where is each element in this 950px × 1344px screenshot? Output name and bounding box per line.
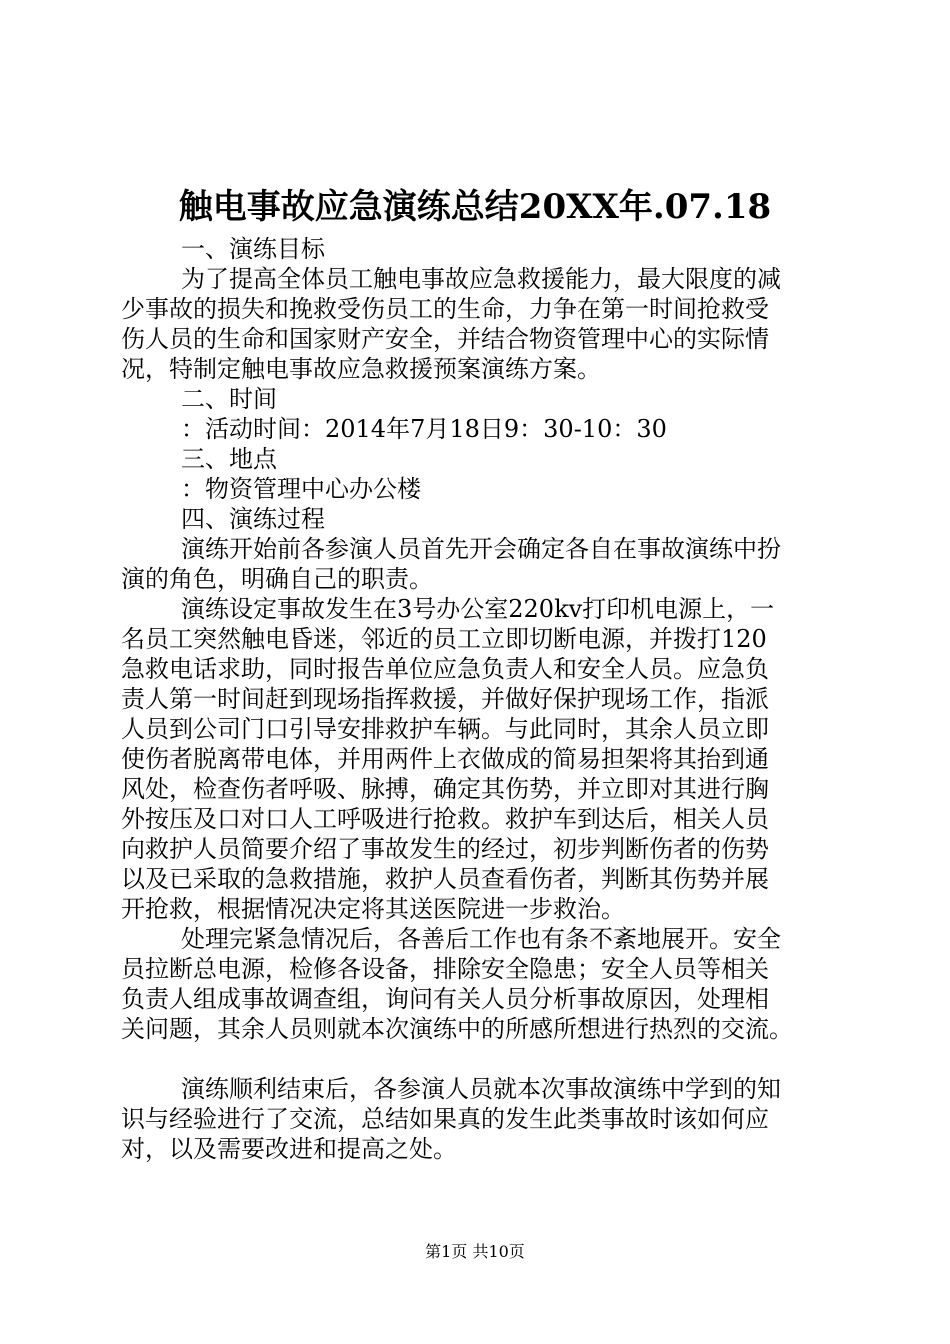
activity-time: ：活动时间：2014年7月18日9：30-10：30 bbox=[181, 415, 667, 443]
page-number-footer: 第1页 共10页 bbox=[425, 1242, 525, 1261]
paragraph-line: 演练设定事故发生在3号办公室220kv打印机电源上，一 bbox=[181, 595, 775, 623]
paragraph-line: 外按压及口对口人工呼吸进行抢救。救护车到达后，相关人员 bbox=[121, 805, 769, 833]
document-body bbox=[121, 234, 837, 1164]
paragraph-line: 演的角色，明确自己的职责。 bbox=[121, 565, 433, 593]
paragraph-line: 处理完紧急情况后，各善后工作也有条不紊地展开。安全 bbox=[181, 925, 781, 953]
paragraph-line: 负责人组成事故调查组，询问有关人员分析事故原因，处理相 bbox=[121, 985, 769, 1013]
document-title: 触电事故应急演练总结20XX年.07.18 bbox=[178, 187, 772, 227]
paragraph-line: 况，特制定触电事故应急救援预案演练方案。 bbox=[121, 355, 601, 383]
paragraph-line: 急救电话求助，同时报告单位应急负责人和安全人员。应急负 bbox=[121, 655, 769, 683]
paragraph-line: 演练开始前各参演人员首先开会确定各自在事故演练中扮 bbox=[181, 535, 781, 563]
paragraph-line: 使伤者脱离带电体，并用两件上衣做成的简易担架将其抬到通 bbox=[121, 745, 769, 773]
paragraph-line: 开抢救，根据情况决定将其送医院进一步救治。 bbox=[121, 895, 625, 923]
section-heading-location: 三、地点 bbox=[181, 445, 277, 473]
section-heading-time: 二、时间 bbox=[181, 385, 277, 413]
section-heading-goal: 一、演练目标 bbox=[181, 235, 325, 263]
paragraph-line: 人员到公司门口引导安排救护车辆。与此同时，其余人员立即 bbox=[121, 715, 769, 743]
paragraph-line: 对，以及需要改进和提高之处。 bbox=[121, 1135, 457, 1163]
paragraph-line: 员拉断总电源，检修各设备，排除安全隐患；安全人员等相关 bbox=[121, 955, 769, 983]
paragraph-line: 以及已采取的急救措施，救护人员查看伤者，判断其伤势并展 bbox=[121, 865, 769, 893]
blank-line bbox=[121, 1044, 837, 1074]
paragraph-line: 演练顺利结束后，各参演人员就本次事故演练中学到的知 bbox=[181, 1075, 781, 1103]
paragraph-line: 为了提高全体员工触电事故应急救援能力，最大限度的减 bbox=[181, 265, 781, 293]
paragraph-line: 向救护人员简要介绍了事故发生的经过，初步判断伤者的伤势 bbox=[121, 835, 769, 863]
paragraph-line: 少事故的损失和挽救受伤员工的生命，力争在第一时间抢救受 bbox=[121, 295, 769, 323]
paragraph-line: 风处，检查伤者呼吸、脉搏，确定其伤势，并立即对其进行胸 bbox=[121, 775, 769, 803]
paragraph-line: 识与经验进行了交流，总结如果真的发生此类事故时该如何应 bbox=[121, 1105, 769, 1133]
paragraph-line: 名员工突然触电昏迷，邻近的员工立即切断电源，并拨打120 bbox=[121, 625, 767, 653]
paragraph-line: 责人第一时间赶到现场指挥救援，并做好保护现场工作，指派 bbox=[121, 685, 769, 713]
paragraph-line: 关问题，其余人员则就本次演练中的所感所想进行热烈的交流。 bbox=[121, 1015, 793, 1043]
paragraph-line: 伤人员的生命和国家财产安全，并结合物资管理中心的实际情 bbox=[121, 325, 769, 353]
activity-location: ：物资管理中心办公楼 bbox=[181, 475, 421, 503]
section-heading-process: 四、演练过程 bbox=[181, 505, 325, 533]
